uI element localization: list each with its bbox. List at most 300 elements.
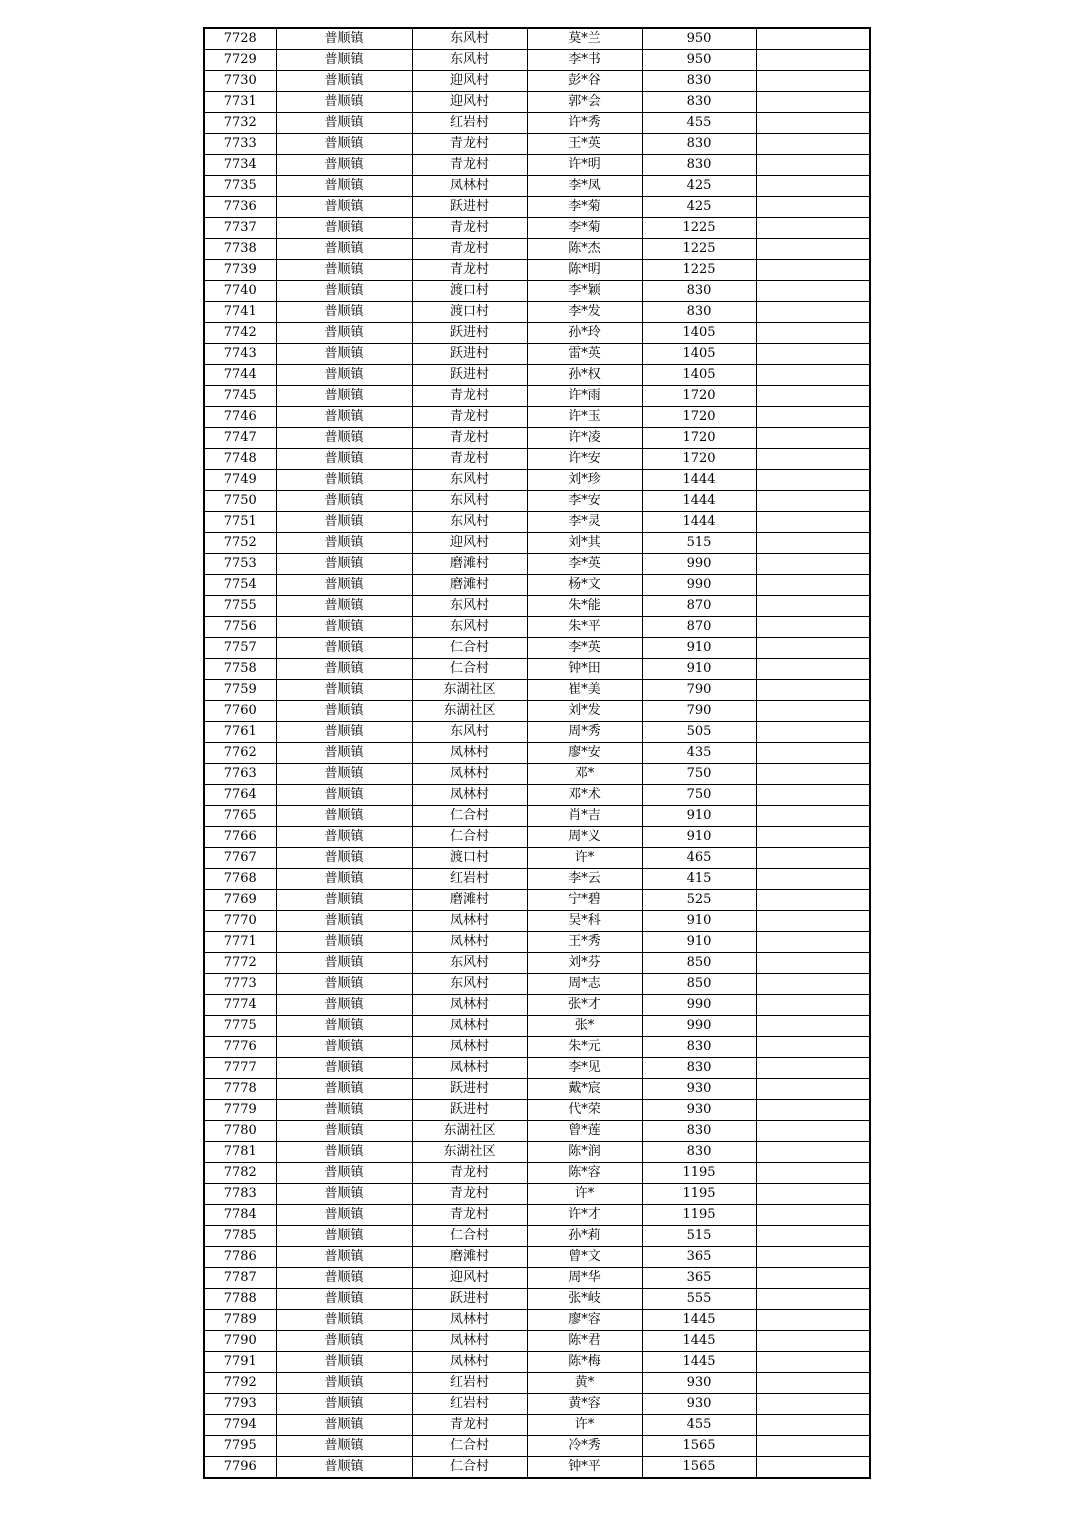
village-cell: 磨滩村 <box>412 890 527 911</box>
amount-cell: 365 <box>642 1247 756 1268</box>
row-number-cell: 7770 <box>204 911 276 932</box>
table-row <box>204 680 870 701</box>
name-cell: 郭*会 <box>527 92 642 113</box>
town-cell: 普顺镇 <box>276 1184 412 1205</box>
town-cell: 普顺镇 <box>276 1163 412 1184</box>
amount-cell: 1565 <box>642 1457 756 1479</box>
name-cell: 陈*杰 <box>527 239 642 260</box>
remark-cell <box>756 260 870 281</box>
amount-cell: 505 <box>642 722 756 743</box>
name-cell: 邓* <box>527 764 642 785</box>
row-number-cell: 7792 <box>204 1373 276 1394</box>
table-row <box>204 1268 870 1289</box>
amount-cell: 515 <box>642 1226 756 1247</box>
row-number-cell: 7762 <box>204 743 276 764</box>
name-cell: 李*菊 <box>527 197 642 218</box>
table-row <box>204 323 870 344</box>
name-cell: 莫*兰 <box>527 28 642 50</box>
table-row <box>204 932 870 953</box>
amount-cell: 990 <box>642 575 756 596</box>
row-number-cell: 7744 <box>204 365 276 386</box>
town-cell: 普顺镇 <box>276 197 412 218</box>
town-cell: 普顺镇 <box>276 1079 412 1100</box>
remark-cell <box>756 1310 870 1331</box>
name-cell: 周*华 <box>527 1268 642 1289</box>
amount-cell: 415 <box>642 869 756 890</box>
village-cell: 青龙村 <box>412 134 527 155</box>
town-cell: 普顺镇 <box>276 1121 412 1142</box>
village-cell: 仁合村 <box>412 1457 527 1479</box>
remark-cell <box>756 176 870 197</box>
amount-cell: 455 <box>642 1415 756 1436</box>
remark-cell <box>756 218 870 239</box>
row-number-cell: 7737 <box>204 218 276 239</box>
row-number-cell: 7773 <box>204 974 276 995</box>
name-cell: 朱*能 <box>527 596 642 617</box>
row-number-cell: 7740 <box>204 281 276 302</box>
table-row <box>204 197 870 218</box>
village-cell: 东风村 <box>412 50 527 71</box>
table-row <box>204 1457 870 1479</box>
row-number-cell: 7735 <box>204 176 276 197</box>
town-cell: 普顺镇 <box>276 1226 412 1247</box>
table-row <box>204 659 870 680</box>
village-cell: 青龙村 <box>412 155 527 176</box>
row-number-cell: 7785 <box>204 1226 276 1247</box>
remark-cell <box>756 155 870 176</box>
name-cell: 许*凌 <box>527 428 642 449</box>
row-number-cell: 7732 <box>204 113 276 134</box>
town-cell: 普顺镇 <box>276 218 412 239</box>
village-cell: 凤林村 <box>412 995 527 1016</box>
remark-cell <box>756 932 870 953</box>
amount-cell: 990 <box>642 995 756 1016</box>
town-cell: 普顺镇 <box>276 344 412 365</box>
table-row <box>204 1415 870 1436</box>
row-number-cell: 7763 <box>204 764 276 785</box>
village-cell: 磨滩村 <box>412 575 527 596</box>
table-row <box>204 1226 870 1247</box>
name-cell: 周*义 <box>527 827 642 848</box>
name-cell: 许*秀 <box>527 113 642 134</box>
table-row <box>204 512 870 533</box>
table-row <box>204 575 870 596</box>
table-row <box>204 71 870 92</box>
town-cell: 普顺镇 <box>276 1331 412 1352</box>
village-cell: 仁合村 <box>412 1436 527 1457</box>
table-row <box>204 911 870 932</box>
row-number-cell: 7788 <box>204 1289 276 1310</box>
remark-cell <box>756 1331 870 1352</box>
amount-cell: 870 <box>642 596 756 617</box>
town-cell: 普顺镇 <box>276 1205 412 1226</box>
remark-cell <box>756 449 870 470</box>
name-cell: 张* <box>527 1016 642 1037</box>
remark-cell <box>756 281 870 302</box>
name-cell: 黄*容 <box>527 1394 642 1415</box>
village-cell: 东风村 <box>412 722 527 743</box>
amount-cell: 455 <box>642 113 756 134</box>
table-row <box>204 302 870 323</box>
row-number-cell: 7754 <box>204 575 276 596</box>
name-cell: 许*雨 <box>527 386 642 407</box>
village-cell: 红岩村 <box>412 113 527 134</box>
name-cell: 曾*莲 <box>527 1121 642 1142</box>
town-cell: 普顺镇 <box>276 176 412 197</box>
remark-cell <box>756 953 870 974</box>
town-cell: 普顺镇 <box>276 407 412 428</box>
remark-cell <box>756 1415 870 1436</box>
remark-cell <box>756 827 870 848</box>
amount-cell: 910 <box>642 911 756 932</box>
remark-cell <box>756 1184 870 1205</box>
row-number-cell: 7742 <box>204 323 276 344</box>
amount-cell: 515 <box>642 533 756 554</box>
village-cell: 跃进村 <box>412 323 527 344</box>
table-row <box>204 1163 870 1184</box>
row-number-cell: 7756 <box>204 617 276 638</box>
name-cell: 许*明 <box>527 155 642 176</box>
amount-cell: 465 <box>642 848 756 869</box>
table-row <box>204 554 870 575</box>
amount-cell: 850 <box>642 953 756 974</box>
name-cell: 代*荣 <box>527 1100 642 1121</box>
remark-cell <box>756 28 870 50</box>
table-row <box>204 974 870 995</box>
name-cell: 雷*英 <box>527 344 642 365</box>
name-cell: 李*颖 <box>527 281 642 302</box>
village-cell: 渡口村 <box>412 848 527 869</box>
row-number-cell: 7786 <box>204 1247 276 1268</box>
amount-cell: 1720 <box>642 428 756 449</box>
village-cell: 凤林村 <box>412 932 527 953</box>
table-row <box>204 491 870 512</box>
name-cell: 周*志 <box>527 974 642 995</box>
village-cell: 青龙村 <box>412 239 527 260</box>
remark-cell <box>756 617 870 638</box>
name-cell: 王*英 <box>527 134 642 155</box>
amount-cell: 1444 <box>642 470 756 491</box>
town-cell: 普顺镇 <box>276 1457 412 1479</box>
name-cell: 刘*发 <box>527 701 642 722</box>
town-cell: 普顺镇 <box>276 1415 412 1436</box>
name-cell: 李*菊 <box>527 218 642 239</box>
row-number-cell: 7787 <box>204 1268 276 1289</box>
table-row <box>204 1142 870 1163</box>
amount-cell: 1445 <box>642 1331 756 1352</box>
name-cell: 戴*宸 <box>527 1079 642 1100</box>
name-cell: 钟*田 <box>527 659 642 680</box>
village-cell: 迎风村 <box>412 92 527 113</box>
remark-cell <box>756 50 870 71</box>
row-number-cell: 7793 <box>204 1394 276 1415</box>
town-cell: 普顺镇 <box>276 596 412 617</box>
row-number-cell: 7750 <box>204 491 276 512</box>
village-cell: 凤林村 <box>412 176 527 197</box>
remark-cell <box>756 659 870 680</box>
table-row <box>204 953 870 974</box>
village-cell: 跃进村 <box>412 1289 527 1310</box>
name-cell: 杨*文 <box>527 575 642 596</box>
row-number-cell: 7730 <box>204 71 276 92</box>
row-number-cell: 7789 <box>204 1310 276 1331</box>
name-cell: 曾*文 <box>527 1247 642 1268</box>
data-table <box>203 27 871 1479</box>
table-body <box>204 28 870 1478</box>
row-number-cell: 7796 <box>204 1457 276 1479</box>
remark-cell <box>756 134 870 155</box>
village-cell: 青龙村 <box>412 428 527 449</box>
row-number-cell: 7733 <box>204 134 276 155</box>
village-cell: 青龙村 <box>412 386 527 407</box>
name-cell: 许*安 <box>527 449 642 470</box>
town-cell: 普顺镇 <box>276 890 412 911</box>
table-row <box>204 1058 870 1079</box>
row-number-cell: 7781 <box>204 1142 276 1163</box>
table-row <box>204 1100 870 1121</box>
village-cell: 东湖社区 <box>412 1142 527 1163</box>
amount-cell: 1720 <box>642 386 756 407</box>
village-cell: 凤林村 <box>412 1058 527 1079</box>
row-number-cell: 7771 <box>204 932 276 953</box>
town-cell: 普顺镇 <box>276 1100 412 1121</box>
row-number-cell: 7747 <box>204 428 276 449</box>
town-cell: 普顺镇 <box>276 512 412 533</box>
village-cell: 凤林村 <box>412 1352 527 1373</box>
town-cell: 普顺镇 <box>276 533 412 554</box>
amount-cell: 1225 <box>642 239 756 260</box>
name-cell: 张*岐 <box>527 1289 642 1310</box>
row-number-cell: 7728 <box>204 28 276 50</box>
table-row <box>204 28 870 50</box>
table-row <box>204 638 870 659</box>
town-cell: 普顺镇 <box>276 1394 412 1415</box>
table-row <box>204 764 870 785</box>
name-cell: 许* <box>527 1415 642 1436</box>
name-cell: 李*安 <box>527 491 642 512</box>
remark-cell <box>756 197 870 218</box>
amount-cell: 830 <box>642 134 756 155</box>
amount-cell: 425 <box>642 176 756 197</box>
name-cell: 钟*平 <box>527 1457 642 1479</box>
village-cell: 青龙村 <box>412 1163 527 1184</box>
village-cell: 凤林村 <box>412 1331 527 1352</box>
name-cell: 许* <box>527 1184 642 1205</box>
table-row <box>204 1310 870 1331</box>
name-cell: 刘*珍 <box>527 470 642 491</box>
amount-cell: 990 <box>642 554 756 575</box>
amount-cell: 830 <box>642 281 756 302</box>
remark-cell <box>756 1016 870 1037</box>
table-row <box>204 176 870 197</box>
name-cell: 李*凤 <box>527 176 642 197</box>
village-cell: 迎风村 <box>412 533 527 554</box>
remark-cell <box>756 575 870 596</box>
table-row <box>204 92 870 113</box>
village-cell: 凤林村 <box>412 764 527 785</box>
row-number-cell: 7758 <box>204 659 276 680</box>
town-cell: 普顺镇 <box>276 50 412 71</box>
row-number-cell: 7743 <box>204 344 276 365</box>
town-cell: 普顺镇 <box>276 71 412 92</box>
name-cell: 陈*容 <box>527 1163 642 1184</box>
village-cell: 红岩村 <box>412 869 527 890</box>
town-cell: 普顺镇 <box>276 554 412 575</box>
town-cell: 普顺镇 <box>276 491 412 512</box>
name-cell: 吴*科 <box>527 911 642 932</box>
remark-cell <box>756 428 870 449</box>
row-number-cell: 7779 <box>204 1100 276 1121</box>
table-row <box>204 365 870 386</box>
table-row <box>204 785 870 806</box>
table-row <box>204 1352 870 1373</box>
row-number-cell: 7739 <box>204 260 276 281</box>
town-cell: 普顺镇 <box>276 911 412 932</box>
row-number-cell: 7769 <box>204 890 276 911</box>
village-cell: 东风村 <box>412 512 527 533</box>
amount-cell: 930 <box>642 1100 756 1121</box>
row-number-cell: 7784 <box>204 1205 276 1226</box>
amount-cell: 830 <box>642 302 756 323</box>
table-row <box>204 218 870 239</box>
table-row <box>204 281 870 302</box>
town-cell: 普顺镇 <box>276 722 412 743</box>
remark-cell <box>756 1247 870 1268</box>
town-cell: 普顺镇 <box>276 365 412 386</box>
row-number-cell: 7757 <box>204 638 276 659</box>
remark-cell <box>756 785 870 806</box>
row-number-cell: 7768 <box>204 869 276 890</box>
amount-cell: 910 <box>642 827 756 848</box>
remark-cell <box>756 92 870 113</box>
name-cell: 李*云 <box>527 869 642 890</box>
village-cell: 仁合村 <box>412 659 527 680</box>
table-row <box>204 1037 870 1058</box>
amount-cell: 1445 <box>642 1310 756 1331</box>
remark-cell <box>756 1142 870 1163</box>
row-number-cell: 7729 <box>204 50 276 71</box>
town-cell: 普顺镇 <box>276 1373 412 1394</box>
remark-cell <box>756 1163 870 1184</box>
village-cell: 跃进村 <box>412 1079 527 1100</box>
name-cell: 朱*平 <box>527 617 642 638</box>
village-cell: 青龙村 <box>412 260 527 281</box>
village-cell: 东湖社区 <box>412 1121 527 1142</box>
amount-cell: 790 <box>642 701 756 722</box>
name-cell: 肖*吉 <box>527 806 642 827</box>
village-cell: 东湖社区 <box>412 680 527 701</box>
name-cell: 朱*元 <box>527 1037 642 1058</box>
table-row <box>204 239 870 260</box>
row-number-cell: 7734 <box>204 155 276 176</box>
table-row <box>204 260 870 281</box>
name-cell: 孙*玲 <box>527 323 642 344</box>
village-cell: 仁合村 <box>412 638 527 659</box>
town-cell: 普顺镇 <box>276 1247 412 1268</box>
name-cell: 邓*术 <box>527 785 642 806</box>
village-cell: 东风村 <box>412 617 527 638</box>
name-cell: 刘*其 <box>527 533 642 554</box>
town-cell: 普顺镇 <box>276 1058 412 1079</box>
row-number-cell: 7774 <box>204 995 276 1016</box>
town-cell: 普顺镇 <box>276 659 412 680</box>
town-cell: 普顺镇 <box>276 638 412 659</box>
town-cell: 普顺镇 <box>276 932 412 953</box>
name-cell: 李*发 <box>527 302 642 323</box>
town-cell: 普顺镇 <box>276 974 412 995</box>
amount-cell: 1225 <box>642 260 756 281</box>
village-cell: 青龙村 <box>412 218 527 239</box>
table-row <box>204 848 870 869</box>
remark-cell <box>756 1268 870 1289</box>
amount-cell: 930 <box>642 1394 756 1415</box>
amount-cell: 435 <box>642 743 756 764</box>
table-row <box>204 890 870 911</box>
name-cell: 黄* <box>527 1373 642 1394</box>
remark-cell <box>756 1289 870 1310</box>
amount-cell: 990 <box>642 1016 756 1037</box>
table-row <box>204 1079 870 1100</box>
amount-cell: 910 <box>642 638 756 659</box>
name-cell: 陈*梅 <box>527 1352 642 1373</box>
amount-cell: 930 <box>642 1373 756 1394</box>
remark-cell <box>756 302 870 323</box>
amount-cell: 850 <box>642 974 756 995</box>
remark-cell <box>756 1352 870 1373</box>
remark-cell <box>756 239 870 260</box>
town-cell: 普顺镇 <box>276 1289 412 1310</box>
town-cell: 普顺镇 <box>276 701 412 722</box>
remark-cell <box>756 1037 870 1058</box>
town-cell: 普顺镇 <box>276 617 412 638</box>
amount-cell: 1444 <box>642 512 756 533</box>
name-cell: 廖*安 <box>527 743 642 764</box>
town-cell: 普顺镇 <box>276 323 412 344</box>
amount-cell: 910 <box>642 932 756 953</box>
row-number-cell: 7755 <box>204 596 276 617</box>
name-cell: 孙*权 <box>527 365 642 386</box>
row-number-cell: 7745 <box>204 386 276 407</box>
village-cell: 凤林村 <box>412 1016 527 1037</box>
name-cell: 李*书 <box>527 50 642 71</box>
name-cell: 廖*容 <box>527 1310 642 1331</box>
remark-cell <box>756 638 870 659</box>
name-cell: 冷*秀 <box>527 1436 642 1457</box>
village-cell: 东风村 <box>412 470 527 491</box>
amount-cell: 790 <box>642 680 756 701</box>
name-cell: 陈*润 <box>527 1142 642 1163</box>
remark-cell <box>756 512 870 533</box>
row-number-cell: 7761 <box>204 722 276 743</box>
table-row <box>204 407 870 428</box>
town-cell: 普顺镇 <box>276 953 412 974</box>
remark-cell <box>756 1436 870 1457</box>
row-number-cell: 7782 <box>204 1163 276 1184</box>
village-cell: 仁合村 <box>412 827 527 848</box>
remark-cell <box>756 1121 870 1142</box>
amount-cell: 365 <box>642 1268 756 1289</box>
town-cell: 普顺镇 <box>276 386 412 407</box>
row-number-cell: 7775 <box>204 1016 276 1037</box>
row-number-cell: 7766 <box>204 827 276 848</box>
name-cell: 许* <box>527 848 642 869</box>
village-cell: 青龙村 <box>412 1415 527 1436</box>
village-cell: 青龙村 <box>412 407 527 428</box>
village-cell: 东风村 <box>412 28 527 50</box>
row-number-cell: 7780 <box>204 1121 276 1142</box>
town-cell: 普顺镇 <box>276 428 412 449</box>
town-cell: 普顺镇 <box>276 1352 412 1373</box>
